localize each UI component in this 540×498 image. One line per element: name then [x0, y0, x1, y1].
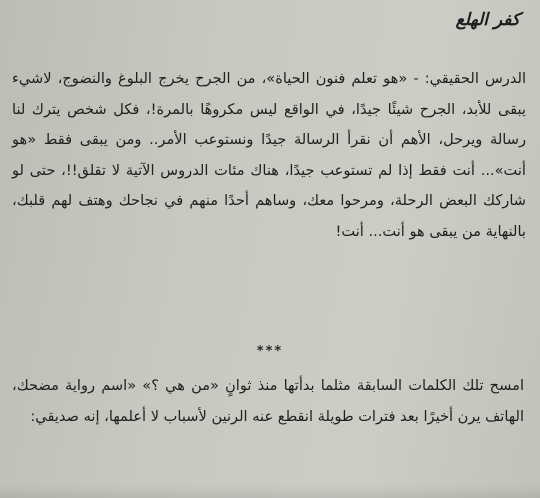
body-paragraph-1: الدرس الحقيقي: - «هو تعلم فنون الحياة»، من الجرح يخرج البلوغ والنضوج، لاشيء يبقى للأبد، الجرح شيئًا جيدًا، في الواقع ليس مكروهًا بالمرة!، فكل شخص يترك لنا رسالة ويرحل، الأهم أن نقرأ الرسالة جيدًا ونستوعب الأمر.. ومن يبقى فقط «هو أنت»... أنت فقط إذا لم تستوعب جيدًا، هناك مئات الدروس الآتية لا تقلق!!، حتى لو شاركك البعض الرحلة، ومرحوا معك، وساهم أحدًا منهم في نجاحك وهتف لهم قلبك، بالنهاية من يبقى هو أنت... أنت! — [12, 70, 526, 240]
body-paragraph-2: امسح تلك الكلمات السابقة مثلما بدأتها منذ ثوانٍ «من هي ؟» «اسم رواية مضحك، الهاتف يرن أخيرًا بعد فترات طويلة انقطع عنه الرنين لأسباب لا أعلمها، إنه صديقي: — [12, 377, 524, 425]
page-shadow — [0, 484, 540, 498]
running-head: كفر الهلع — [455, 10, 520, 30]
section-divider: *** — [256, 344, 284, 359]
